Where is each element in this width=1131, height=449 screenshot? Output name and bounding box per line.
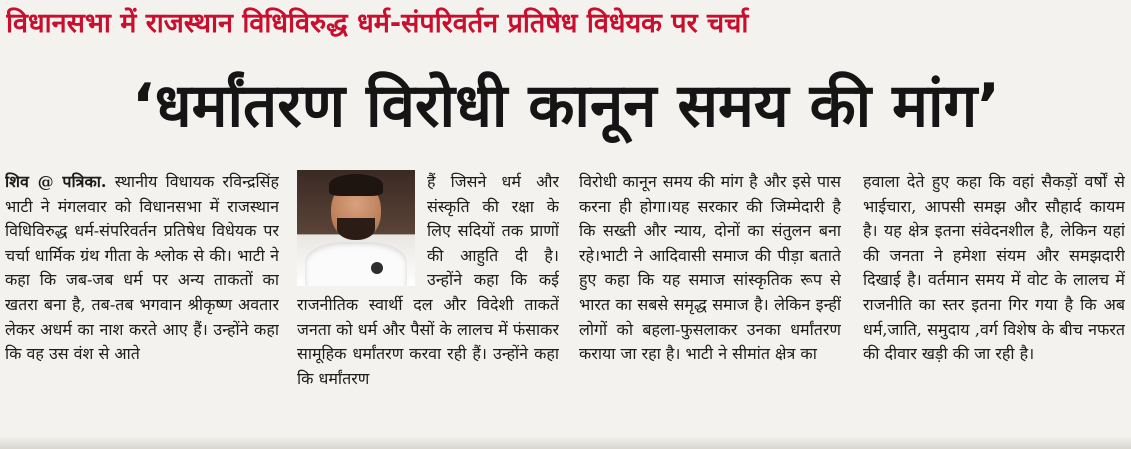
- kicker-headline: विधानसभा में राजस्थान विधिविरुद्ध धर्म-संपरिवर्तन प्रतिषेध विधेयक पर चर्चा: [6, 8, 749, 39]
- article-column-3: [579, 170, 841, 432]
- main-headline: ‘धर्मांतरण विरोधी कानून समय की मांग’: [131, 71, 1001, 141]
- column-1-text: स्थानीय विधायक रविन्द्रसिंह भाटी ने मंगलवार को विधानसभा में राजस्थान विधिविरुद्ध धर्म-संपरिवर्तन प्रतिषेध विधेयक पर चर्चा धार्मिक ग्रंथ गीता के श्लोक से की। भाटी ने कहा कि जब-जब धर्म पर अन्य ताकतों का खतरा बना है, तब-तब भगवान श्रीकृष्ण अवतार लेकर अधर्म का नाश करते आए हैं। उन्होंने कहा कि वह उस वंश से आते: [5, 172, 279, 364]
- page-bottom-edge: [0, 436, 1131, 449]
- mla-photo: [297, 170, 415, 286]
- photo-shirt: [305, 242, 407, 286]
- dateline: शिव @ पत्रिका.: [5, 172, 107, 191]
- column-2-text: हैं जिसने धर्म और संस्कृति की रक्षा के लिए सदियों तक प्राणों की आहुति दी है। उन्होंने कहा कि कई राजनीतिक स्वार्थी दल और विदेशी ताकतें जनता को धर्म और पैसों के लालच में फंसाकर सामूहिक धर्मांतरण करवा रही हैं। उन्होंने कहा कि धर्मांतरण: [297, 172, 559, 388]
- article-column-1: [5, 170, 279, 432]
- article-column-2: [297, 170, 559, 432]
- photo-badge: [371, 262, 383, 274]
- photo-beard: [337, 218, 375, 240]
- article-column-4: [863, 170, 1125, 432]
- column-4-text: हवाला देते हुए कहा कि वहां सैकड़ों वर्षों से भाईचारा, आपसी समझ और सौहार्द कायम है। यह क्षेत्र इतना संवेदनशील है, लेकिन यहां की जनता ने हमेशा संयम और समझदारी दिखाई है। वर्तमान समय में वोट के लालच में राजनीति का स्तर इतना गिर गया है कि अब धर्म,जाति, समुदाय ,वर्ग विशेष के बीच नफरत की दीवार खड़ी की जा रही है।: [863, 172, 1125, 364]
- column-3-text: विरोधी कानून समय की मांग है और इसे पास करना ही होगा।यह सरकार की जिम्मेदारी है कि सख्ती और न्याय, दोनों का संतुलन बना रहे।भाटी ने आदिवासी समाज की पीड़ा बताते हुए कहा कि यह समाज सांस्कृतिक रूप से भारत का सबसे समृद्ध समाज है। लेकिन इन्हीं लोगों को बहला-फुसलाकर उनका धर्मांतरण कराया जा रहा है। भाटी ने सीमांत क्षेत्र का: [579, 172, 841, 364]
- photo-hair: [329, 174, 383, 196]
